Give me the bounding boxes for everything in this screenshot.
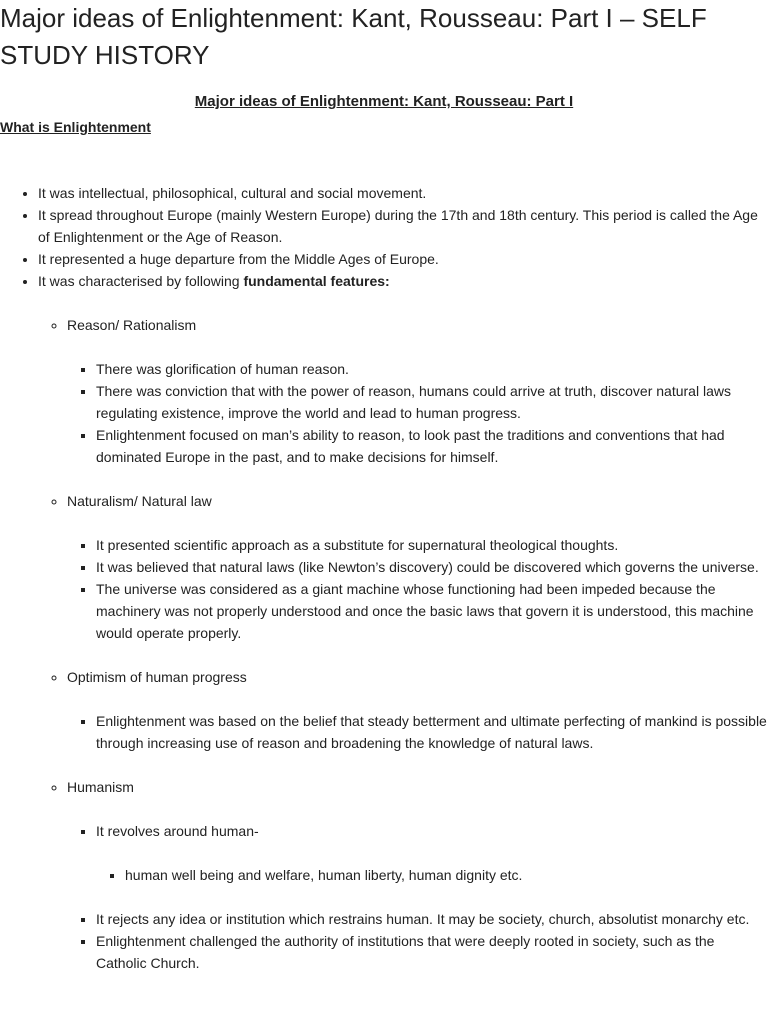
list-item: ▪ Enlightenment focused on man’s ability to reason, to look past the traditions and conventions that had dominated Europe in the past, and to make decisions for himself. xyxy=(96,424,768,468)
feature-name: Humanism xyxy=(67,779,134,795)
feature-item xyxy=(67,776,768,974)
section-heading: What is Enlightenment xyxy=(0,119,151,135)
feature-name: Optimism of human progress xyxy=(67,669,247,685)
list-item: ▪ The universe was considered as a giant machine whose functioning had been impeded because the machinery was not properly understood and once the basic laws that govern it is understood, this machine would operate properly. xyxy=(96,578,768,644)
list-item: ▪ It was believed that natural laws (like Newton’s discovery) could be discovered which governs the universe. xyxy=(96,556,768,578)
list-item: ▪ human well being and welfare, human liberty, human dignity etc. xyxy=(125,864,768,886)
list-item: • It was intellectual, philosophical, cultural and social movement. xyxy=(38,182,768,204)
sub-points xyxy=(96,864,768,886)
features-lead-text: It was characterised by following xyxy=(38,273,244,289)
list-item: ▪ There was conviction that with the power of reason, humans could arrive at truth, discover natural laws regulating existence, improve the world and lead to human progress. xyxy=(96,380,768,424)
feature-points xyxy=(67,710,768,754)
list-item: ▪ Enlightenment challenged the authority of institutions that were deeply rooted in society, such as the Catholic Church. xyxy=(96,930,768,974)
feature-points xyxy=(67,820,768,974)
list-item: • It spread throughout Europe (mainly Western Europe) during the 17th and 18th century. This period is called the Age of Enlightenment or the Age of Reason. xyxy=(38,204,768,248)
feature-item xyxy=(67,314,768,468)
features-bold-text: fundamental features: xyxy=(243,273,390,289)
feature-points xyxy=(67,358,768,468)
list-item xyxy=(38,270,768,974)
intro-list xyxy=(0,182,768,974)
features-list xyxy=(38,314,768,974)
list-item: ▪ Enlightenment was based on the belief that steady betterment and ultimate perfecting of mankind is possible through increasing use of reason and broadening the knowledge of natural laws. xyxy=(96,710,768,754)
list-item: ▪ It rejects any idea or institution which restrains human. It may be society, church, absolutist monarchy etc. xyxy=(96,908,768,930)
article-heading: Major ideas of Enlightenment: Kant, Rousseau: Part I xyxy=(194,93,574,110)
feature-points xyxy=(67,534,768,644)
list-item: ▪ There was glorification of human reason. xyxy=(96,358,768,380)
list-item: • It represented a huge departure from the Middle Ages of Europe. xyxy=(38,248,768,270)
feature-name: Reason/ Rationalism xyxy=(67,317,197,333)
list-item: ▪ It presented scientific approach as a substitute for supernatural theological thoughts. xyxy=(96,534,768,556)
article-body xyxy=(0,182,768,996)
feature-item xyxy=(67,490,768,644)
list-item-text: It revolves around human- xyxy=(96,823,259,839)
feature-item xyxy=(67,666,768,754)
feature-name: Naturalism/ Natural law xyxy=(67,493,212,509)
page-title: Major ideas of Enlightenment: Kant, Rousseau: Part I – SELF STUDY HISTORY xyxy=(0,3,707,70)
list-item xyxy=(96,820,768,886)
